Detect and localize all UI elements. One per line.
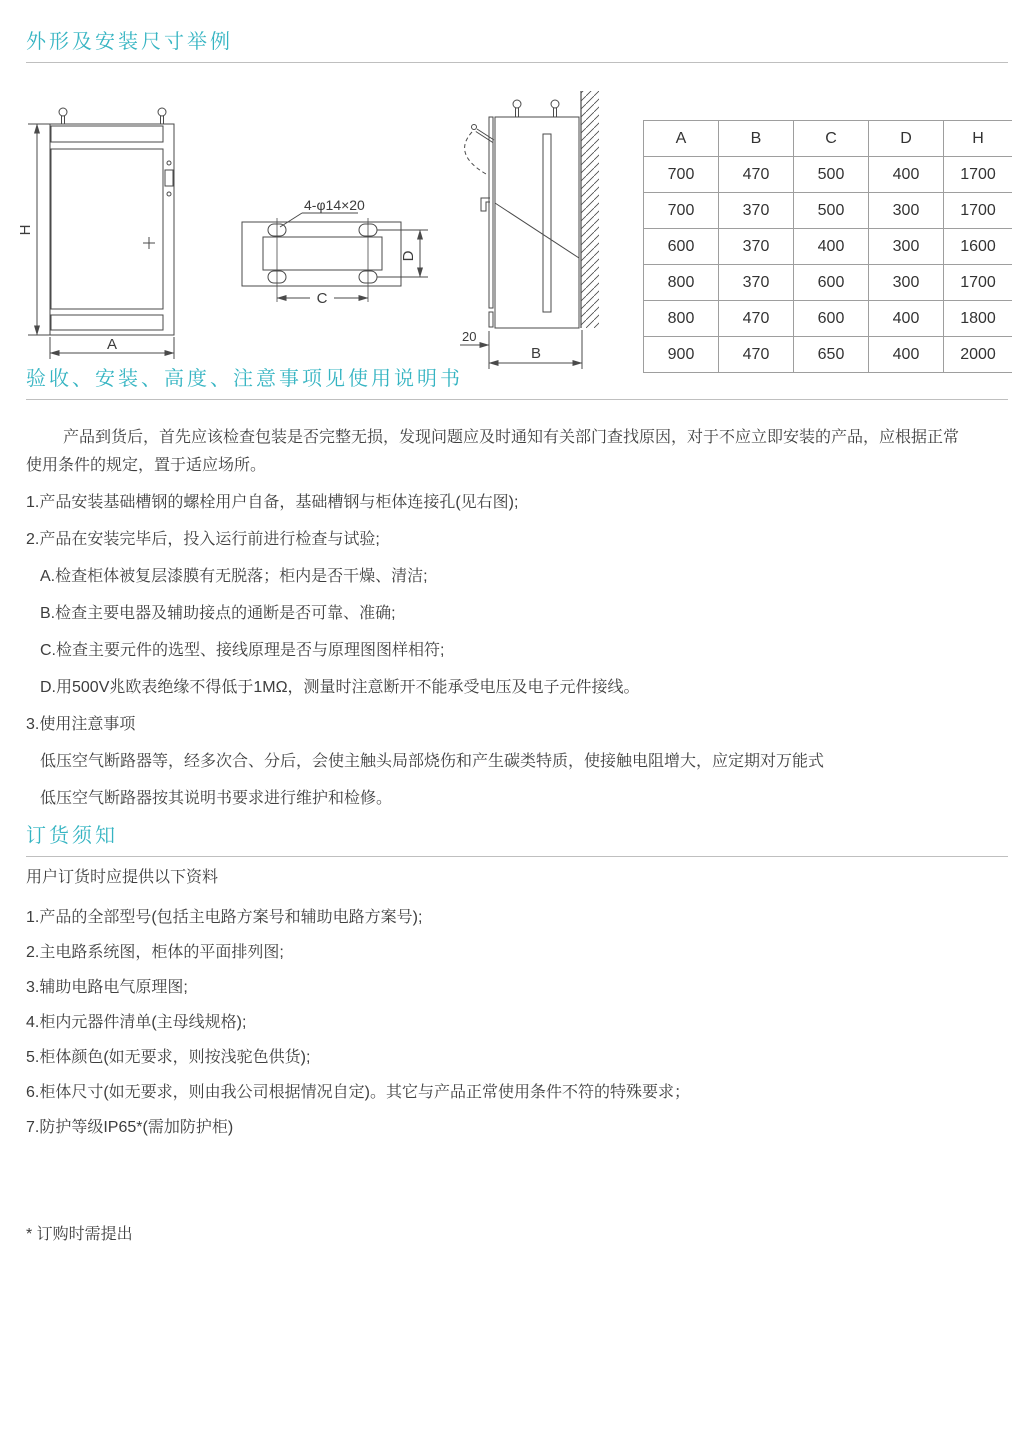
drawings-area xyxy=(0,63,1031,368)
ordering-item-3: 3.辅助电路电气原理图; xyxy=(26,979,188,996)
table-cell: 1700 xyxy=(944,193,1013,229)
holes-callout-label: 4-φ14×20 xyxy=(304,197,365,213)
cabinet-front-outline xyxy=(50,108,174,335)
table-cell: 370 xyxy=(719,265,794,301)
dim-label-b: B xyxy=(530,345,542,362)
table-cell: 370 xyxy=(719,229,794,265)
acceptance-item-2: 2.产品在安装完毕后，投入运行前进行检查与试验; xyxy=(26,531,380,548)
ordering-intro: 用户订货时应提供以下资料 xyxy=(26,869,219,886)
section-title-ordering: 订货须知 xyxy=(26,825,1008,857)
dim-label-d: D xyxy=(400,250,417,262)
table-cell: 300 xyxy=(869,229,944,265)
check-item-a: A.检查柜体被复层漆膜有无脱落；柜内是否干燥、清洁; xyxy=(40,568,428,585)
dimensions-table xyxy=(643,120,1012,373)
dimensions-table-body xyxy=(644,157,1013,373)
table-cell: 900 xyxy=(644,337,719,373)
cabinet-side-outline xyxy=(465,91,581,328)
door-handle xyxy=(165,170,173,186)
table-cell: 470 xyxy=(719,337,794,373)
acceptance-item-1: 1.产品安装基础槽钢的螺栓用户自备，基础槽钢与柜体连接孔(见右图); xyxy=(26,494,519,511)
table-cell: 700 xyxy=(644,157,719,193)
check-item-d: D.用500V兆欧表绝缘不得低于1MΩ，测量时注意断开不能承受电压及电子元件接线。 xyxy=(40,679,640,696)
table-cell: 400 xyxy=(869,157,944,193)
table-row xyxy=(644,157,1013,193)
footnote: * 订购时需提出 xyxy=(26,1226,133,1243)
column-header: B xyxy=(719,121,794,157)
ordering-item-4: 4.柜内元器件清单(主母线规格); xyxy=(26,1014,247,1031)
table-row xyxy=(644,265,1013,301)
section-title-dimensions: 外形及安装尺寸举例 xyxy=(26,31,1008,63)
dim-label-20: 20 xyxy=(462,329,477,344)
dim-label-h: H xyxy=(17,224,34,236)
lifting-eyebolt-icon xyxy=(59,108,67,116)
acceptance-intro-line1: 产品到货后，首先应该检查包装是否完整无损，发现问题应及时通知有关部门查找原因，对于不应立即安装的产品，应根据正常 xyxy=(63,429,960,446)
table-cell: 300 xyxy=(869,193,944,229)
table-cell: 700 xyxy=(644,193,719,229)
side-view-drawing xyxy=(450,88,650,376)
side-view-dimensions xyxy=(460,330,582,369)
table-cell: 370 xyxy=(719,193,794,229)
table-cell: 1600 xyxy=(944,229,1013,265)
ordering-item-7: 7.防护等级IP65*(需加防护柜) xyxy=(26,1119,234,1136)
table-cell: 470 xyxy=(719,157,794,193)
lifting-eyebolt-icon xyxy=(158,108,166,116)
table-cell: 1700 xyxy=(944,265,1013,301)
check-item-b: B.检查主要电器及辅助接点的通断是否可靠、准确; xyxy=(40,605,396,622)
table-cell: 470 xyxy=(719,301,794,337)
table-cell: 600 xyxy=(794,265,869,301)
door-swing-arc xyxy=(465,132,486,174)
dim-label-a: A xyxy=(106,336,118,353)
table-cell: 400 xyxy=(869,301,944,337)
table-cell: 500 xyxy=(794,193,869,229)
ordering-item-1: 1.产品的全部型号(包括主电路方案号和辅助电路方案号); xyxy=(26,909,423,926)
ordering-item-2: 2.主电路系统图，柜体的平面排列图; xyxy=(26,944,284,961)
column-header: C xyxy=(794,121,869,157)
table-cell: 650 xyxy=(794,337,869,373)
table-cell: 400 xyxy=(869,337,944,373)
column-header: H xyxy=(944,121,1013,157)
acceptance-item-3: 3.使用注意事项 xyxy=(26,716,136,733)
table-cell: 500 xyxy=(794,157,869,193)
table-cell: 1700 xyxy=(944,157,1013,193)
table-cell: 800 xyxy=(644,301,719,337)
front-view-drawing xyxy=(17,97,200,365)
table-row xyxy=(644,301,1013,337)
check-item-c: C.检查主要元件的选型、接线原理是否与原理图图样相符; xyxy=(40,642,445,659)
column-header: A xyxy=(644,121,719,157)
table-row xyxy=(644,193,1013,229)
table-cell: 600 xyxy=(644,229,719,265)
hinge-icon xyxy=(167,161,171,165)
door-knob-icon xyxy=(472,125,477,130)
usage-note-line1: 低压空气断路器等，经多次合、分后，会使主触头局部烧伤和产生碳类特质，使接触电阻增大，应定期对万能式 xyxy=(40,753,825,770)
table-cell: 300 xyxy=(869,265,944,301)
dimensions-table-head-row xyxy=(644,121,1013,157)
mounting-plate-drawing xyxy=(230,180,440,312)
wall-hatch xyxy=(581,91,599,328)
table-row xyxy=(644,229,1013,265)
table-cell: 2000 xyxy=(944,337,1013,373)
lifting-eyebolt-icon xyxy=(513,100,521,108)
ordering-text xyxy=(26,867,1008,1139)
hinge-icon xyxy=(167,192,171,196)
lifting-eyebolt-icon xyxy=(551,100,559,108)
column-header: D xyxy=(869,121,944,157)
table-cell: 1800 xyxy=(944,301,1013,337)
ordering-item-5: 5.柜体颜色(如无要求，则按浅驼色供货); xyxy=(26,1049,311,1066)
acceptance-text xyxy=(26,427,1008,810)
acceptance-intro-line2: 使用条件的规定，置于适应场所。 xyxy=(26,457,267,474)
table-row xyxy=(644,337,1013,373)
table-cell: 800 xyxy=(644,265,719,301)
table-cell: 400 xyxy=(794,229,869,265)
mounting-channel xyxy=(543,134,551,312)
usage-note-line2: 低压空气断路器按其说明书要求进行维护和检修。 xyxy=(40,790,393,807)
table-cell: 600 xyxy=(794,301,869,337)
dim-label-c: C xyxy=(316,290,328,307)
door-edge xyxy=(489,117,493,308)
ordering-item-6: 6.柜体尺寸(如无要求，则由我公司根据情况自定)。其它与产品正常使用条件不符的特殊要求； xyxy=(26,1084,691,1101)
section-title-acceptance: 验收、安装、高度、注意事项见使用说明书 xyxy=(26,368,1008,400)
